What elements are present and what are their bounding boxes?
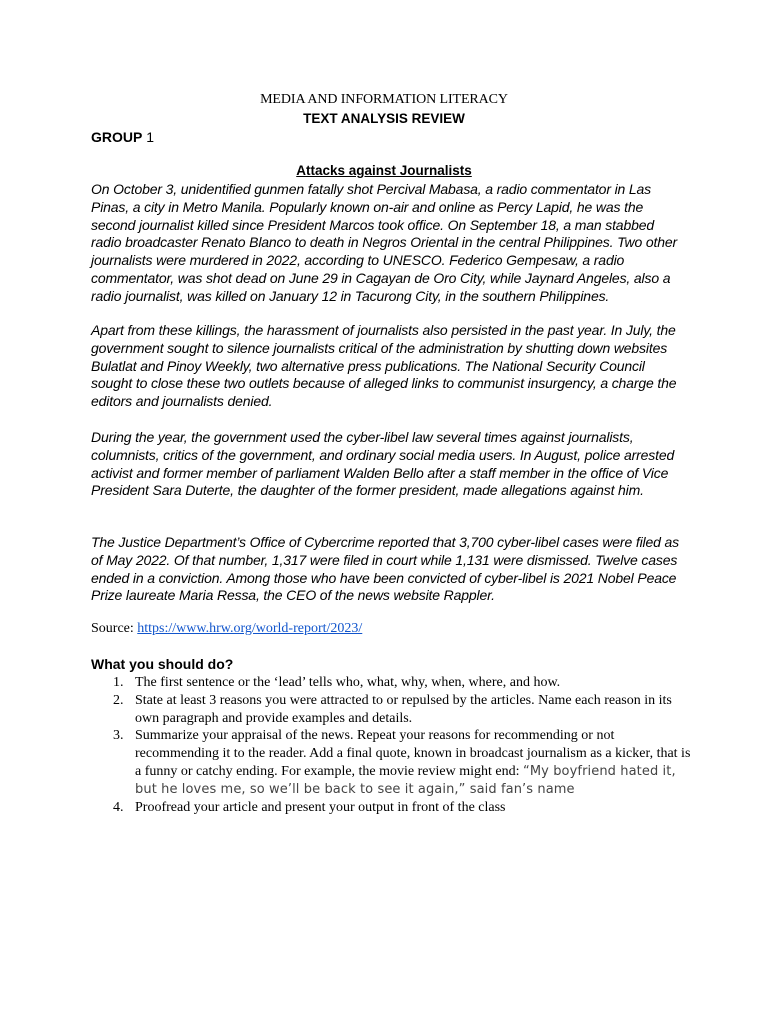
course-title: MEDIA AND INFORMATION LITERACY [260, 92, 508, 107]
kicker-quote: “My boyfriend hated it, but he loves me, so we’ll be back to see it again,” said fan’s name [135, 763, 676, 797]
list-number: 1. [113, 675, 124, 690]
list-item [91, 727, 691, 798]
article-paragraph: On October 3, unidentified gunmen fatally shot Percival Mabasa, a radio commentator in Las Pinas, a city in Metro Manila. Popularly known on-air and online as Percy Lapid, he was the second journalist killed since President Marcos took office. On September 18, a man stabbed radio broadcaster Renato Blanco to death in Negros Oriental in the central Philippines. Two other journalists were murdered in 2022, according to UNESCO. Federico Gempesaw, a radio commentator, was shot dead on June 29 in Cagayan de Oro City, while Jaynard Angeles, also a radio journalist, was killed on January 12 in Tacurong City, in the southern Philippines. [91, 181, 677, 304]
article-paragraph: Apart from these killings, the harassment of journalists also persisted in the past year. In July, the government sought to silence journalists critical of the administration by shutting down websites Bulatlat and Pinoy Weekly, two alternative press publications. The National Security Council sought to close these two outlets because of alleged links to communist insurgency, a charge the editors and journalists denied. [91, 322, 677, 410]
list-number: 4. [113, 799, 124, 815]
group-line [91, 129, 154, 145]
instructions-title: What you should do? [91, 656, 234, 672]
list-text: State at least 3 reasons you were attracted to or repulsed by the articles. Name each reason in its own paragraph and provide examples and details. [135, 692, 672, 726]
list-text: Summarize your appraisal of the news. Repeat your reasons for recommending or not recommending it to the reader. Add a final quote, known in broadcast journalism as a kicker, that is a funny or catchy ending. For example, the movie review might end: [135, 728, 691, 779]
list-number: 3. [113, 728, 124, 744]
instructions-list [91, 674, 691, 816]
group-number: 1 [146, 129, 155, 145]
article-title: Attacks against Journalists [296, 163, 472, 178]
article-paragraph: The Justice Department’s Office of Cybercrime reported that 3,700 cyber-libel cases were filed as of May 2022. Of that number, 1,317 were filed in court while 1,131 were dismissed. Twelve cases ended in a conviction. Among those who have been convicted of cyber-libel is 2021 Nobel Peace Prize laureate Maria Ressa, the CEO of the news website Rappler. [91, 534, 679, 604]
source-link[interactable]: https://www.hrw.org/world-report/2023/ [137, 621, 363, 636]
list-text: Proofread your article and present your output in front of the class [135, 799, 506, 815]
source-line [91, 621, 362, 637]
list-text: The first sentence or the ‘lead’ tells who, what, why, when, where, and how. [135, 675, 561, 690]
list-item [91, 799, 691, 817]
article-paragraph: During the year, the government used the cyber-libel law several times against journalists, columnists, critics of the government, and ordinary social media users. In August, police arrested activist and former member of parliament Walden Bello after a staff member in the office of Vice President Sara Duterte, the daughter of the former president, made allegations against him. [91, 429, 675, 499]
list-item [91, 692, 691, 728]
document-title: TEXT ANALYSIS REVIEW [303, 111, 465, 126]
group-label: GROUP [91, 129, 143, 145]
list-number: 2. [113, 692, 124, 708]
list-item [91, 674, 691, 692]
source-label: Source: [91, 621, 138, 636]
